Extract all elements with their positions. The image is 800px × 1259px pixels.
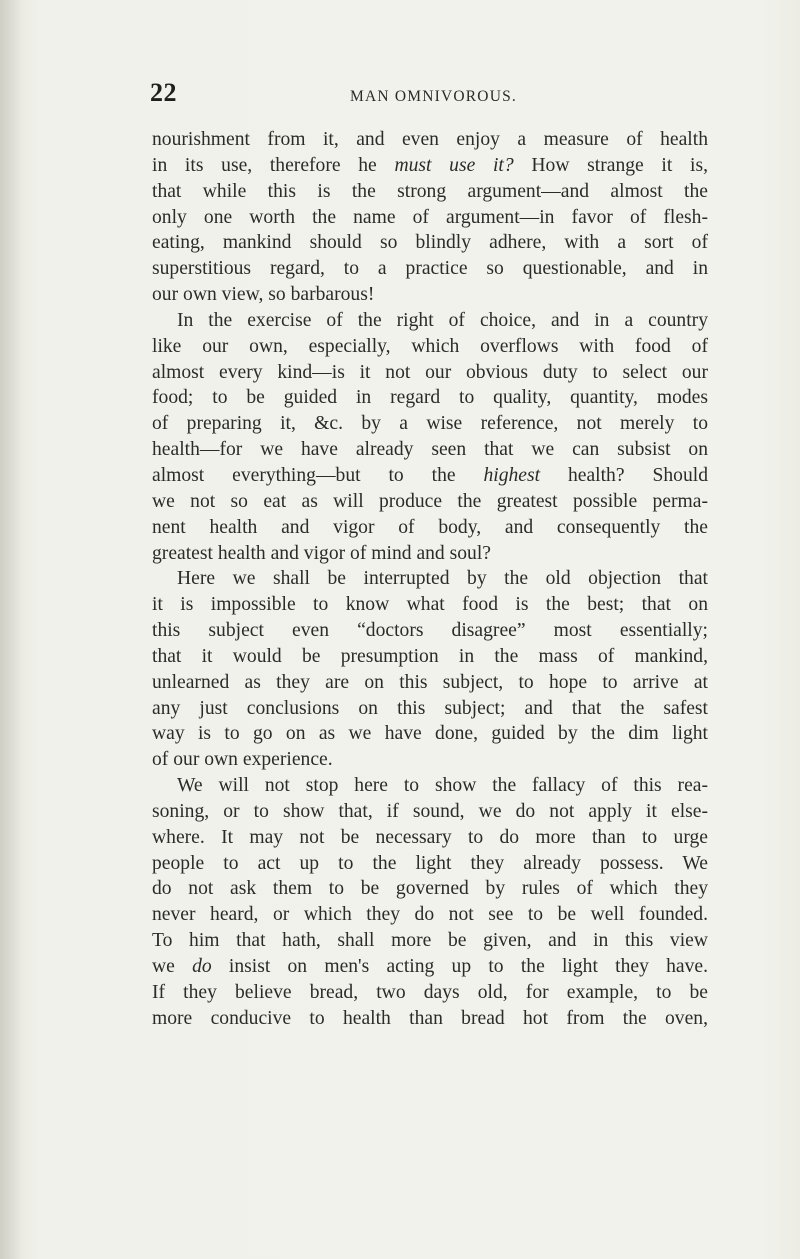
text-line: that it would be presumption in the mass of mankind,: [152, 645, 708, 667]
text-line: nourishment from it, and even enjoy a measure of health: [152, 129, 708, 150]
text-line: almost everything—but to the highest health? Should: [152, 464, 708, 486]
text-line: soning, or to show that, if sound, we do not apply it else-: [152, 800, 708, 822]
page-number: 22: [150, 78, 177, 107]
emphasis: do: [192, 956, 212, 977]
text-line: way is to go on as we have done, guided by the dim light: [152, 723, 708, 745]
text-line: nent health and vigor of body, and consequently the: [152, 516, 708, 538]
text-line: our own view, so barbarous!: [152, 284, 375, 306]
text-line: like our own, especially, which overflows with food of: [152, 335, 708, 357]
running-head: MAN OMNIVOROUS.: [350, 88, 517, 105]
text-line: To him that hath, shall more be given, and in this view: [152, 930, 708, 952]
text-line: We will not stop here to show the fallacy of this rea-: [177, 775, 708, 797]
text-line: of our own experience.: [152, 749, 333, 771]
text-line: any just conclusions on this subject; and that the safest: [152, 697, 708, 719]
body-text: [152, 127, 708, 1032]
text-line: almost every kind—is it not our obvious duty to select our: [152, 361, 708, 383]
text-line: superstitious regard, to a practice so questionable, and in: [152, 258, 708, 280]
text-line: we do insist on men's acting up to the light they have.: [152, 956, 708, 977]
text-line: it is impossible to know what food is the best; that on: [152, 594, 708, 616]
text-line: this subject even “doctors disagree” most essentially;: [152, 620, 708, 642]
text-line: people to act up to the light they already possess. We: [152, 852, 708, 874]
text-line: in its use, therefore he must use it? How strange it is,: [152, 154, 708, 176]
text-line: of preparing it, &c. by a wise reference, not merely to: [152, 413, 708, 435]
text-line: never heard, or which they do not see to be well founded.: [152, 904, 708, 926]
emphasis: must use it?: [394, 154, 514, 176]
text-line: Here we shall be interrupted by the old objection that: [177, 568, 708, 590]
text-line: that while this is the strong argument—and almost the: [152, 180, 708, 202]
gutter-shadow: [0, 0, 22, 1259]
text-line: we not so eat as will produce the greatest possible perma-: [152, 490, 708, 512]
text-line: more conducive to health than bread hot from the oven,: [152, 1007, 708, 1029]
text-line: eating, mankind should so blindly adhere, with a sort of: [152, 232, 708, 254]
text-line: greatest health and vigor of mind and soul?: [152, 542, 491, 564]
text-line: where. It may not be necessary to do more than to urge: [152, 826, 708, 848]
text-line: do not ask them to be governed by rules of which they: [152, 878, 708, 900]
text-line: In the exercise of the right of choice, and in a country: [177, 309, 708, 331]
text-line: unlearned as they are on this subject, to hope to arrive at: [152, 671, 708, 693]
text-line: food; to be guided in regard to quality, quantity, modes: [152, 387, 708, 409]
text-line: only one worth the name of argument—in favor of flesh-: [152, 206, 708, 228]
text-line: health—for we have already seen that we can subsist on: [152, 439, 708, 461]
text-line: If they believe bread, two days old, for example, to be: [152, 981, 708, 1003]
emphasis: highest: [483, 464, 541, 486]
